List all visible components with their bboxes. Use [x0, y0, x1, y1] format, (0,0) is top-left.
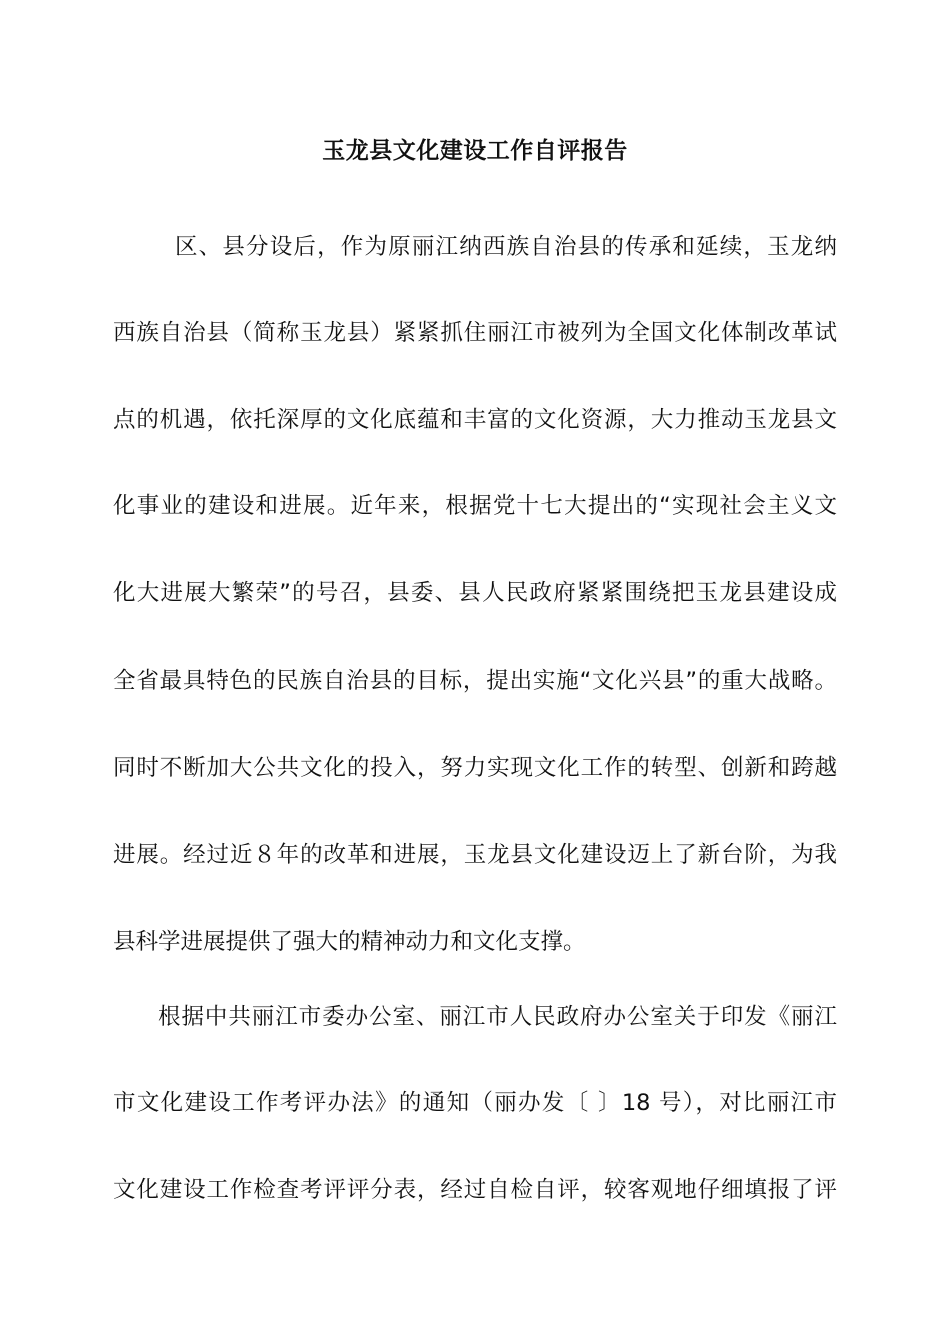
paragraph-line: 区、县分设后，作为原丽江纳西族自治县的传承和延续，玉龙纳 [175, 234, 837, 260]
document-title: 玉龙县文化建设工作自评报告 [322, 138, 628, 164]
paragraph-line: 点的机遇，依托深厚的文化底蕴和丰富的文化资源，大力推动玉龙县文 [113, 407, 837, 433]
paragraph-line: 根据中共丽江市委办公室、丽江市人民政府办公室关于印发《丽江 [158, 1004, 837, 1030]
paragraph-line: 西族自治县（简称玉龙县）紧紧抓住丽江市被列为全国文化体制改革试 [113, 320, 837, 346]
paragraph-line: 文化建设工作检查考评评分表，经过自检自评，较客观地仔细填报了评 [113, 1177, 837, 1203]
paragraph-line: 化事业的建设和进展。近年来，根据党十七大提出的“实现社会主义文 [113, 493, 837, 519]
paragraph-line: 同时不断加大公共文化的投入，努力实现文化工作的转型、创新和跨越 [113, 755, 837, 781]
paragraph-line: 市文化建设工作考评办法》的通知（丽办发〔 〕18 号），对比丽江市 [113, 1090, 837, 1116]
paragraph-line: 全省最具特色的民族自治县的目标，提出实施“文化兴县”的重大战略。 [113, 668, 837, 694]
paragraph-line: 进展。经过近８年的改革和进展，玉龙县文化建设迈上了新台阶，为我 [113, 842, 837, 868]
paragraph-line: 县科学进展提供了强大的精神动力和文化支撑。 [113, 929, 586, 955]
paragraph-line: 化大进展大繁荣”的号召，县委、县人民政府紧紧围绕把玉龙县建设成 [113, 580, 837, 606]
